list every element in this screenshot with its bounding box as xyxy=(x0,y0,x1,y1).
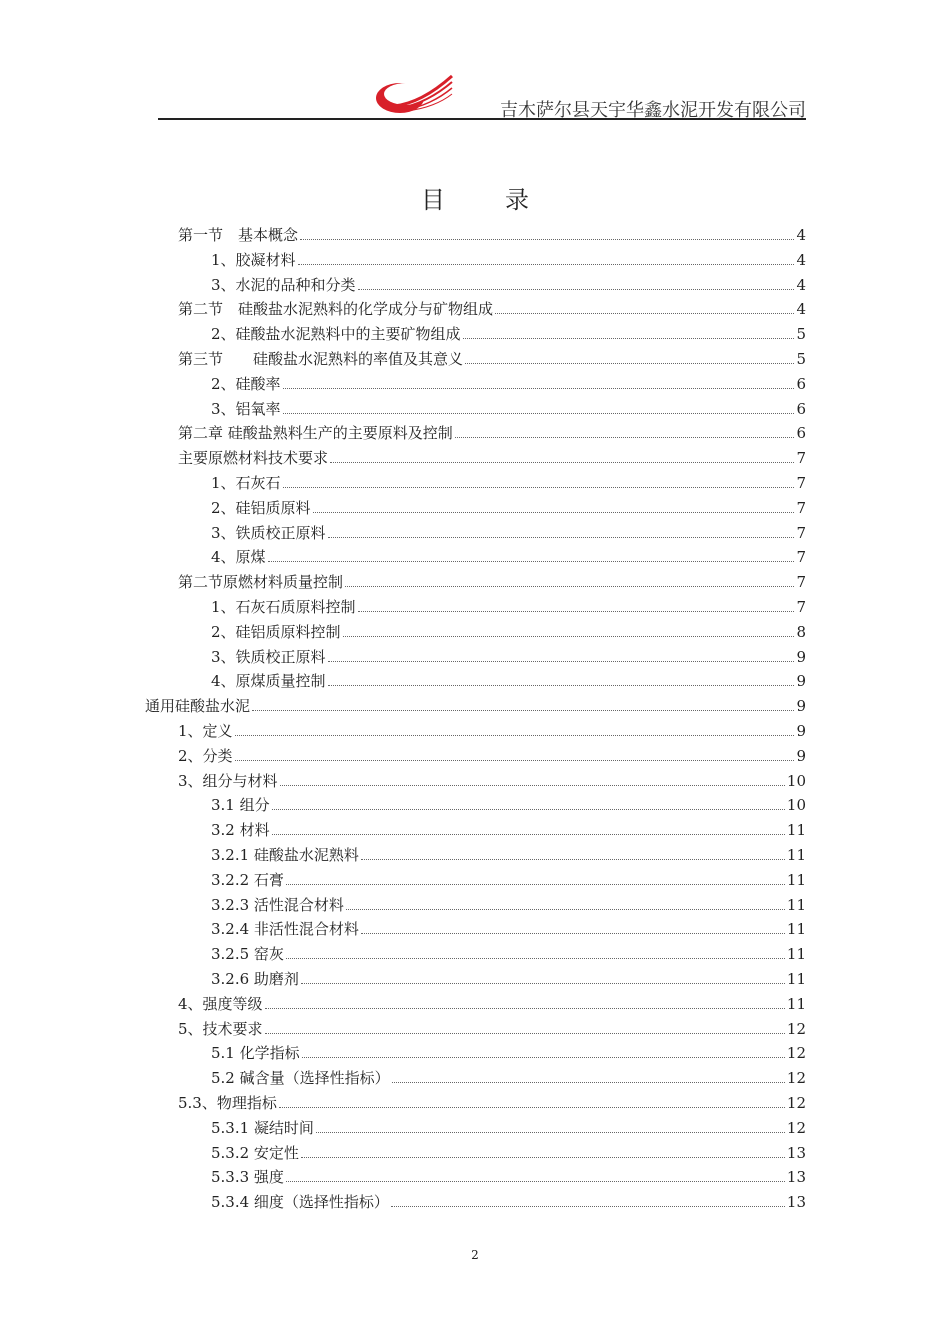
toc-entry-page: 5 xyxy=(796,325,806,344)
toc-entry[interactable] xyxy=(211,619,806,641)
toc-entry-title: 3.2.5 窑灰 xyxy=(211,945,284,964)
toc-leader-dots xyxy=(272,834,785,835)
toc-entry[interactable] xyxy=(211,1164,806,1186)
toc-entry[interactable] xyxy=(178,420,806,442)
toc-entry[interactable] xyxy=(211,495,806,517)
toc-leader-dots xyxy=(328,537,795,538)
toc-entry-title: 3.1 组分 xyxy=(211,796,270,815)
toc-entry-title: 3.2.3 活性混合材料 xyxy=(211,895,344,914)
toc-entry-title: 3、铁质校正原料 xyxy=(211,647,326,666)
toc-entry-title: 2、硅酸盐水泥熟料中的主要矿物组成 xyxy=(211,325,461,344)
toc-entry-page: 5 xyxy=(796,350,806,368)
toc-entry-title: 1、胶凝材料 xyxy=(211,250,296,269)
toc-leader-dots xyxy=(346,909,785,910)
toc-entry[interactable] xyxy=(211,668,806,690)
toc-entry-title: 3.2.1 硅酸盐水泥熟料 xyxy=(211,846,359,864)
toc-entry[interactable] xyxy=(178,569,806,591)
toc-leader-dots xyxy=(316,1132,785,1133)
toc-entry-page: 7 xyxy=(796,498,806,517)
toc-entry-page: 12 xyxy=(786,1094,806,1112)
toc-entry[interactable] xyxy=(178,346,806,368)
toc-entry-page: 11 xyxy=(786,846,806,864)
toc-leader-dots xyxy=(392,1082,785,1083)
toc-leader-dots xyxy=(361,859,785,860)
toc-entry-title: 3.2.2 石膏 xyxy=(211,870,284,889)
toc-entry-title: 3、铝氧率 xyxy=(211,399,281,418)
toc-entry[interactable] xyxy=(178,768,806,790)
toc-leader-dots xyxy=(391,1206,785,1207)
toc-leader-dots xyxy=(465,363,794,364)
toc-entry[interactable] xyxy=(178,718,806,740)
toc-entry[interactable] xyxy=(178,743,806,765)
toc-entry-page: 13 xyxy=(786,1168,806,1187)
toc-entry-page: 9 xyxy=(796,672,806,691)
toc-leader-dots xyxy=(286,958,785,959)
toc-entry[interactable] xyxy=(211,1140,806,1162)
toc-entry-title: 第一节 基本概念 xyxy=(178,226,299,244)
toc-entry[interactable] xyxy=(211,644,806,666)
toc-entry-title: 4、强度等级 xyxy=(178,994,263,1013)
toc-entry[interactable] xyxy=(211,371,806,393)
toc-entry-title: 5.3、物理指标 xyxy=(178,1094,277,1112)
page-header xyxy=(158,70,806,120)
toc-entry-page: 7 xyxy=(796,598,806,616)
toc-entry[interactable] xyxy=(211,321,806,343)
toc-entry-title: 第三节 硅酸盐水泥熟料的率值及其意义 xyxy=(178,350,464,368)
toc-leader-dots xyxy=(358,289,795,290)
toc-entry-page: 11 xyxy=(786,994,806,1013)
toc-entry[interactable] xyxy=(211,817,806,839)
toc-leader-dots xyxy=(286,884,785,885)
toc-entry-page: 7 xyxy=(796,548,806,567)
toc-entry[interactable] xyxy=(211,1040,806,1062)
toc-leader-dots xyxy=(235,760,795,761)
toc-leader-dots xyxy=(265,1033,785,1034)
company-name: 吉木萨尔县天宇华鑫水泥开发有限公司 xyxy=(500,100,806,121)
toc-entry-title: 第二节 硅酸盐水泥熟料的化学成分与矿物组成 xyxy=(178,300,494,319)
toc-entry-title: 3、水泥的品种和分类 xyxy=(211,275,356,294)
toc-entry-page: 7 xyxy=(796,523,806,542)
toc-entry-title: 第二节原燃材料质量控制 xyxy=(178,573,344,592)
toc-entry-title: 5、技术要求 xyxy=(178,1019,263,1038)
toc-entry-title: 5.1 化学指标 xyxy=(211,1044,300,1063)
toc-entry-page: 12 xyxy=(786,1019,806,1038)
toc-leader-dots xyxy=(313,512,795,513)
toc-entry-title: 2、硅铝质原料控制 xyxy=(211,622,341,641)
toc-entry-title: 3.2.4 非活性混合材料 xyxy=(211,920,359,939)
toc-entry-title: 1、石灰石 xyxy=(211,474,281,492)
toc-entry[interactable] xyxy=(211,842,806,864)
toc-entry-page: 6 xyxy=(796,374,806,393)
toc-leader-dots xyxy=(283,487,795,488)
toc-leader-dots xyxy=(301,1157,785,1158)
toc-entry-page: 4 xyxy=(796,250,806,269)
toc-entry-title: 2、硅铝质原料 xyxy=(211,498,311,517)
toc-entry-page: 11 xyxy=(786,821,806,840)
toc-entry-page: 9 xyxy=(796,697,806,716)
toc-leader-dots xyxy=(265,1008,785,1009)
toc-entry-title: 1、石灰石质原料控制 xyxy=(211,598,356,616)
toc-entry-page: 7 xyxy=(796,449,806,468)
toc-entry-page: 12 xyxy=(786,1118,806,1137)
toc-entry[interactable] xyxy=(145,693,806,715)
toc-entry[interactable] xyxy=(211,272,806,294)
toc-entry-title: 2、分类 xyxy=(178,746,233,765)
toc-entry-page: 9 xyxy=(796,746,806,765)
toc-entry[interactable] xyxy=(211,1115,806,1137)
toc-entry[interactable] xyxy=(211,396,806,418)
toc-entry-page: 12 xyxy=(786,1044,806,1063)
toc-entry[interactable] xyxy=(211,867,806,889)
toc-entry-page: 7 xyxy=(796,573,806,592)
toc-leader-dots xyxy=(279,1107,785,1108)
toc-entry[interactable] xyxy=(178,1090,806,1112)
toc-leader-dots xyxy=(280,785,785,786)
toc-entry-page: 12 xyxy=(786,1069,806,1088)
toc-leader-dots xyxy=(268,561,795,562)
toc-entry-title: 1、定义 xyxy=(178,722,233,740)
toc-entry-title: 5.3.4 细度（选择性指标） xyxy=(211,1193,389,1212)
toc-entry[interactable] xyxy=(178,222,806,244)
toc-entry-page: 9 xyxy=(796,647,806,666)
toc-leader-dots xyxy=(252,710,794,711)
toc-leader-dots xyxy=(272,809,785,810)
toc-entry-page: 6 xyxy=(796,399,806,418)
toc-entry[interactable] xyxy=(211,247,806,269)
toc-entry-title: 主要原燃材料技术要求 xyxy=(178,449,329,468)
toc-entry-page: 11 xyxy=(786,870,806,889)
toc-entry-page: 13 xyxy=(786,1193,806,1212)
page-title: 目录 xyxy=(421,186,589,214)
toc-entry-page: 8 xyxy=(796,622,806,641)
toc-leader-dots xyxy=(343,636,795,637)
toc-leader-dots xyxy=(302,1057,785,1058)
toc-leader-dots xyxy=(328,685,795,686)
toc-entry[interactable] xyxy=(211,916,806,938)
company-logo xyxy=(374,74,454,116)
header-rule xyxy=(158,118,806,120)
toc-leader-dots xyxy=(283,413,795,414)
toc-entry[interactable] xyxy=(211,520,806,542)
toc-entry-page: 11 xyxy=(786,970,806,988)
toc-entry-page: 9 xyxy=(796,722,806,740)
toc-entry-page: 4 xyxy=(796,226,806,244)
toc-entry-title: 3、铁质校正原料 xyxy=(211,523,326,542)
toc-leader-dots xyxy=(358,611,795,612)
toc-entry[interactable] xyxy=(178,991,806,1013)
toc-leader-dots xyxy=(330,462,794,463)
toc-entry-title: 5.3.1 凝结时间 xyxy=(211,1118,314,1137)
toc-entry-title: 4、原煤质量控制 xyxy=(211,672,326,691)
toc-entry-page: 11 xyxy=(786,945,806,964)
toc-entry[interactable] xyxy=(211,1065,806,1087)
toc-entry-title: 3.2 材料 xyxy=(211,821,270,840)
toc-entry-page: 11 xyxy=(786,920,806,939)
toc-entry[interactable] xyxy=(211,594,806,616)
toc-leader-dots xyxy=(463,338,795,339)
toc-entry[interactable] xyxy=(211,544,806,566)
toc-entry-title: 5.3.2 安定性 xyxy=(211,1143,299,1162)
toc-entry-title: 第二章 硅酸盐熟料生产的主要原料及控制 xyxy=(178,424,453,443)
toc-entry[interactable] xyxy=(211,792,806,814)
toc-entry-page: 4 xyxy=(796,300,806,319)
toc-entry-title: 3.2.6 助磨剂 xyxy=(211,970,299,988)
toc-entry[interactable] xyxy=(211,966,806,988)
toc-entry-page: 11 xyxy=(786,895,806,914)
toc-leader-dots xyxy=(345,586,794,587)
toc-entry[interactable] xyxy=(178,1016,806,1038)
toc-leader-dots xyxy=(235,735,795,736)
toc-entry[interactable] xyxy=(211,470,806,492)
toc-entry-title: 3、组分与材料 xyxy=(178,771,278,790)
toc-leader-dots xyxy=(455,437,795,438)
page-number: 2 xyxy=(471,1248,479,1262)
toc-entry-title: 4、原煤 xyxy=(211,548,266,567)
toc-entry-title: 5.2 碱含量（选择性指标） xyxy=(211,1069,390,1088)
toc-entry-page: 4 xyxy=(796,275,806,294)
toc-entry[interactable] xyxy=(211,941,806,963)
toc-entry[interactable] xyxy=(178,445,806,467)
toc-leader-dots xyxy=(298,264,795,265)
toc-entry-page: 13 xyxy=(786,1143,806,1162)
toc-entry-page: 6 xyxy=(796,424,806,443)
toc-leader-dots xyxy=(328,661,795,662)
toc-entry[interactable] xyxy=(211,1189,806,1211)
toc-entry-page: 10 xyxy=(786,796,806,815)
toc-leader-dots xyxy=(495,313,794,314)
toc-leader-dots xyxy=(301,983,785,984)
toc-leader-dots xyxy=(286,1181,785,1182)
toc-entry-title: 通用硅酸盐水泥 xyxy=(145,697,251,716)
toc-entry-page: 10 xyxy=(786,771,806,790)
toc-entry[interactable] xyxy=(211,892,806,914)
toc-entry-title: 2、硅酸率 xyxy=(211,374,281,393)
toc-entry-title: 5.3.3 强度 xyxy=(211,1168,284,1187)
toc-entry[interactable] xyxy=(178,296,806,318)
toc-entry-page: 7 xyxy=(796,474,806,492)
toc-leader-dots xyxy=(300,239,794,240)
toc-leader-dots xyxy=(283,388,795,389)
toc-leader-dots xyxy=(361,933,785,934)
